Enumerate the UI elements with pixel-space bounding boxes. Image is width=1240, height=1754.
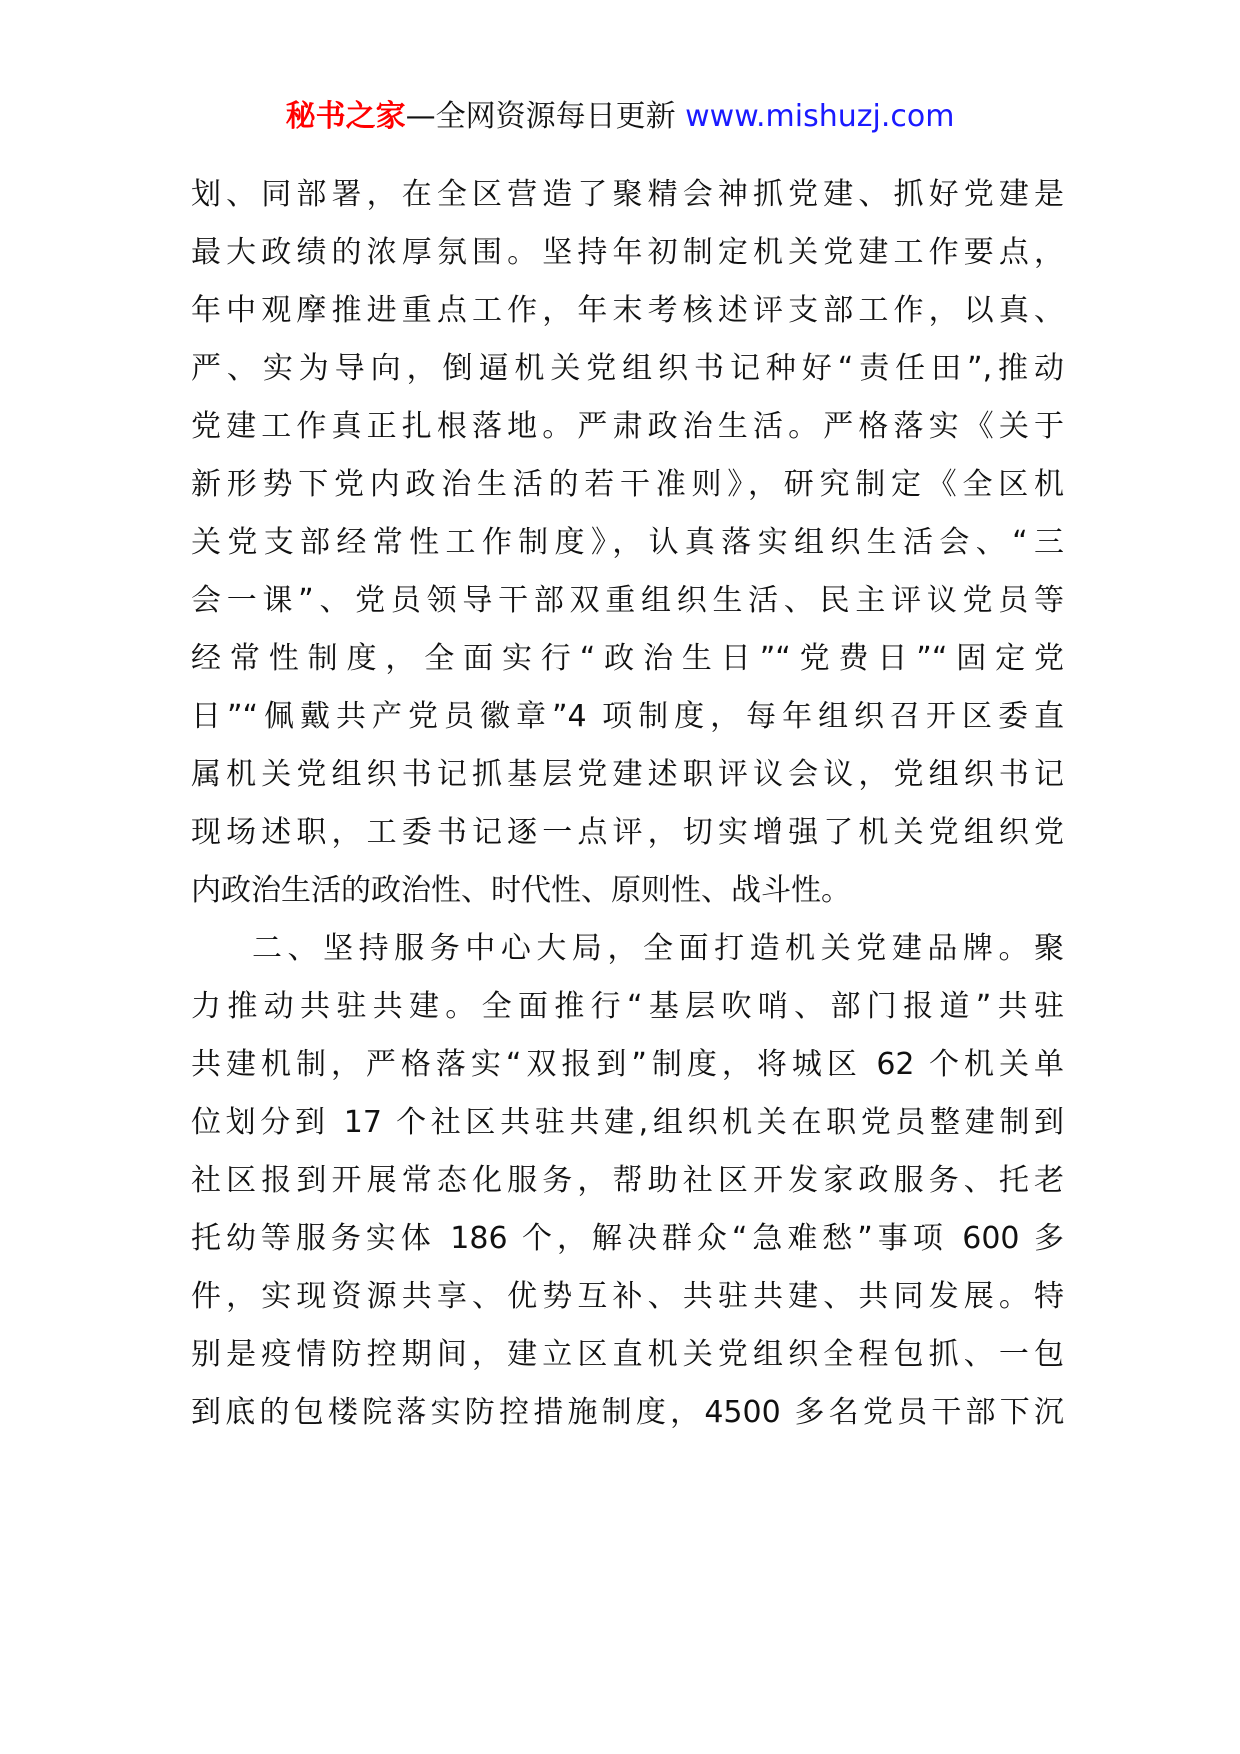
text-line: 别是疫情防控期间，建立区直机关党组织全程包抓、一包 bbox=[191, 1337, 1064, 1372]
text-line: 力推动共驻共建。全面推行“基层吹哨、部门报道”共驻 bbox=[191, 989, 1064, 1024]
text-line-paragraph-start: 二、坚持服务中心大局，全面打造机关党建品牌。聚 bbox=[252, 931, 1064, 966]
page-header bbox=[0, 97, 1240, 137]
text-line: 新形势下党内政治生活的若干准则》，研究制定《全区机 bbox=[191, 467, 1064, 502]
text-line: 现场述职，工委书记逐一点评，切实增强了机关党组织党 bbox=[191, 815, 1064, 850]
text-line: 件，实现资源共享、优势互补、共驻共建、共同发展。特 bbox=[191, 1279, 1064, 1314]
text-line: 共建机制，严格落实“双报到”制度，将城区 62 个机关单 bbox=[191, 1047, 1064, 1082]
text-line: 社区报到开展常态化服务，帮助社区开发家政服务、托老 bbox=[191, 1163, 1064, 1198]
text-line: 属机关党组织书记抓基层党建述职评议会议，党组织书记 bbox=[191, 757, 1064, 792]
text-line: 内政治生活的政治性、时代性、原则性、战斗性。 bbox=[191, 873, 851, 908]
text-line: 党建工作真正扎根落地。严肃政治生活。严格落实《关于 bbox=[191, 409, 1064, 444]
text-line: 到底的包楼院落实防控措施制度，4500 多名党员干部下沉 bbox=[191, 1395, 1064, 1430]
header-tagline: —全网资源每日更新 bbox=[405, 99, 676, 134]
text-line: 会一课”、党员领导干部双重组织生活、民主评议党员等 bbox=[191, 583, 1064, 618]
text-line: 最大政绩的浓厚氛围。坚持年初制定机关党建工作要点， bbox=[191, 235, 1064, 270]
text-line: 托幼等服务实体 186 个，解决群众“急难愁”事项 600 多 bbox=[191, 1221, 1064, 1256]
brand-name: 秘书之家 bbox=[285, 99, 406, 134]
text-line: 经常性制度，全面实行“政治生日”“党费日”“固定党 bbox=[191, 641, 1064, 676]
text-line: 严、实为导向，倒逼机关党组织书记种好“责任田”,推动 bbox=[191, 351, 1064, 386]
site-url-link[interactable]: www.mishuzj.com bbox=[685, 99, 955, 134]
text-line: 位划分到 17 个社区共驻共建,组织机关在职党员整建制到 bbox=[191, 1105, 1064, 1140]
text-line: 关党支部经常性工作制度》，认真落实组织生活会、“三 bbox=[191, 525, 1064, 560]
text-line: 年中观摩推进重点工作，年末考核述评支部工作，以真、 bbox=[191, 293, 1064, 328]
text-line: 划、同部署，在全区营造了聚精会神抓党建、抓好党建是 bbox=[191, 177, 1064, 212]
text-line: 日”“佩戴共产党员徽章”4 项制度，每年组织召开区委直 bbox=[191, 699, 1064, 734]
